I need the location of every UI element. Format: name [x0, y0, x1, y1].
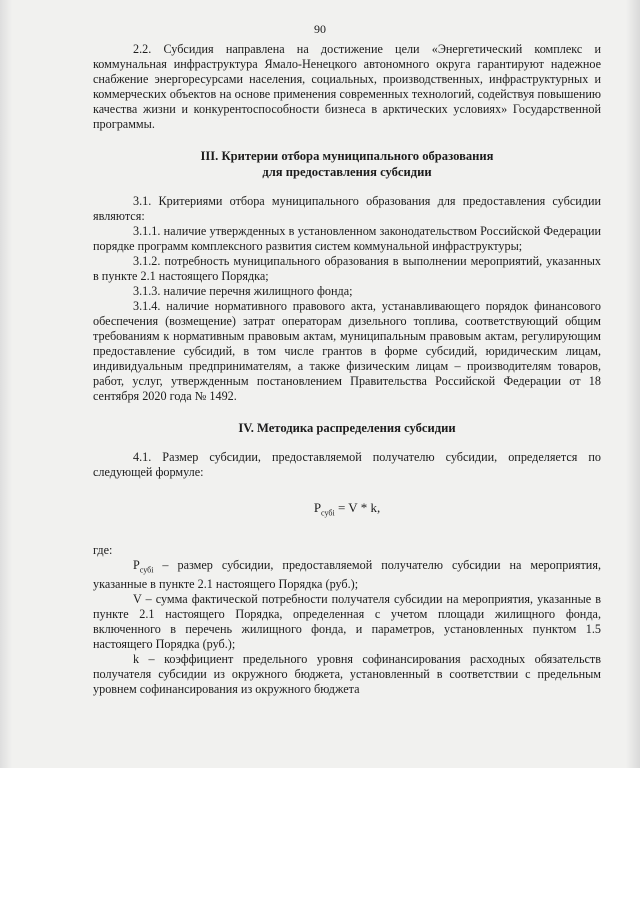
where-label: где:: [93, 542, 113, 557]
paragraph-4-1: 4.1. Размер субсидии, предоставляемой получателю субсидии, определяется по следующей формуле:: [93, 450, 601, 479]
section-3-heading-line1: III. Критерии отбора муниципального образования: [200, 149, 494, 163]
page-number: 90: [314, 22, 326, 36]
definition-p-text: – размер субсидии, предоставляемой получателю субсидии на мероприятия, указанные в пункте 2.1 настоящего Порядка (руб.);: [93, 557, 601, 592]
definition-p: [93, 558, 601, 592]
formula-symbol: P: [313, 500, 322, 515]
definition-k: k – коэффициент предельного уровня софинансирования расходных обязательств получателя субсидии из окружного бюджета, установленный в соответствии с предельным уровнем софинансирования из окружного бюджета: [93, 652, 601, 697]
definition-p-symbol: P: [133, 557, 140, 572]
paragraph-2-2: 2.2. Субсидия направлена на достижение цели «Энергетический комплекс и коммунальная инфраструктура Ямало-Ненецкого автономного округа гарантируют надежное снабжение энергоресурсами населения, социальных, производственных, инфраструктурных и коммерческих объектов на основе применения современных технологий, содействуя повышению качества жизни и конкурентоспособности бизнеса в арктических условиях» Государственной программы.: [93, 42, 601, 131]
formula: [93, 500, 601, 521]
definition-v: V – сумма фактической потребности получателя субсидии на мероприятия, указанные в пункте 2.1 настоящего Порядка, определенная с учетом площади жилищного фонда, включенного в перечень жилищного фонда, и параметров, установленных пунктом 1.5 настоящего Порядка (руб.);: [93, 592, 601, 652]
paragraph-3-1-3: 3.1.3. наличие перечня жилищного фонда;: [133, 284, 353, 298]
section-3-heading-line2: для предоставления субсидии: [262, 165, 432, 179]
scan-edge-left: [0, 0, 12, 768]
formula-subscript: субi: [321, 508, 335, 518]
definition-p-subscript: субi: [139, 565, 154, 575]
formula-rest: = V * k,: [334, 500, 381, 515]
paragraph-3-1-2: 3.1.2. потребность муниципального образования в выполнении мероприятий, указанных в пункте 2.1 настоящего Порядка;: [93, 254, 601, 283]
scan-edge-right: [626, 0, 640, 768]
section-4-heading: IV. Методика распределения субсидии: [238, 421, 456, 435]
paragraph-3-1-1: 3.1.1. наличие утвержденных в установленном законодательством Российской Федерации порядке программ комплексного развития систем коммунальной инфраструктуры;: [93, 224, 601, 253]
section-3-heading: [93, 148, 601, 180]
document-body: [93, 42, 601, 697]
paragraph-3-1-4: 3.1.4. наличие нормативного правового акта, устанавливающего порядок финансового обеспечения (возмещение) затрат операторам дизельного топлива, соответствующий общим требованиям к нормативным правовым актам, муниципальным правовым актам, регулирующим предоставление субсидий, в том числе грантов в форме субсидий, юридическим лицам, индивидуальным предпринимателям, а также физическим лицам – производителям товаров, работ, услуг, утвержденным постановлением Правительства Российской Федерации от 18 сентября 2020 года № 1492.: [93, 299, 601, 403]
paragraph-3-1: 3.1. Критериями отбора муниципального образования для предоставления субсидии являются:: [93, 194, 601, 223]
